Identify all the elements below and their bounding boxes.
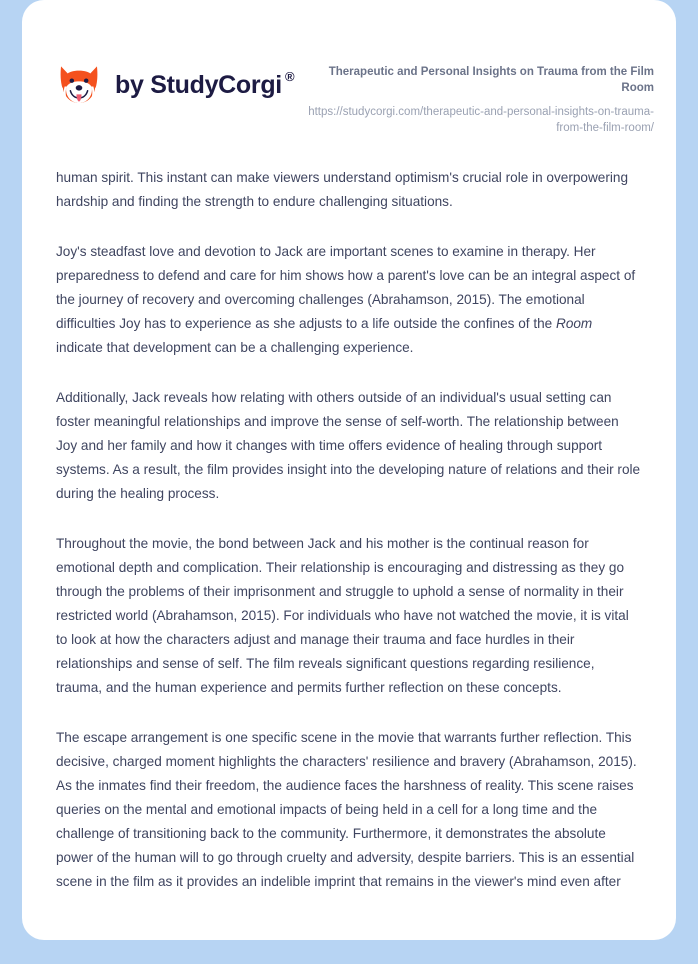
body-paragraph: Additionally, Jack reveals how relating with others outside of an individual's usual setting can foster meaningful relationships and improve the sense of self-worth. The relationship between Joy and her family and how it changes with time offers evidence of healing through support systems. As a result, the film provides insight into the developing nature of relations and their role during the healing process.	[56, 390, 641, 502]
brand-name: by StudyCorgi	[115, 70, 282, 99]
document-card	[22, 0, 676, 940]
italic-term: Room	[556, 316, 593, 332]
document-meta	[298, 48, 654, 136]
body-paragraph: Throughout the movie, the bond between Jack and his mother is the continual reason for emotional depth and complication. Their relationship is encouraging and distressing as they go through the problems of their imprisonment and struggle to uphold a sense of normality in their restricted world (Abrahamson, 2015). For individuals who have not watched the movie, it is vital to look at how the characters adjust and manage their trauma and face hurdles in their relationships and sense of self. The film reveals significant questions regarding resilience, trauma, and the human experience and permits further reflection on these concepts.	[56, 536, 629, 696]
body-paragraph: The escape arrangement is one specific scene in the movie that warrants further reflection. This decisive, charged moment highlights the characters' resilience and bravery (Abrahamson, 2015). As the inmates find their freedom, the audience faces the harshness of reality. This scene raises queries on the mental and emotional impacts of being held in a cell for a long time and the challenge of transitioning back to the community. Furthermore, it demonstrates the absolute power of the human will to go through cruelty and adversity, despite barriers. This is an essential scene in the film as it provides an indelible imprint that remains in the viewer's mind even after	[56, 730, 637, 890]
brand-logo-group[interactable]	[56, 48, 294, 108]
brand-name-wrap	[115, 68, 295, 99]
page-title: Therapeutic and Personal Insights on Trauma from the Film Room	[328, 66, 654, 95]
corgi-face-icon	[56, 62, 102, 108]
document-header	[22, 0, 676, 136]
source-url[interactable]: https://studycorgi.com/therapeutic-and-personal-insights-on-trauma-from-the-film-room/	[308, 105, 654, 134]
registered-trademark-icon: ®	[284, 68, 295, 84]
body-paragraph: human spirit. This instant can make viewers understand optimism's crucial role in overpowering hardship and finding the strength to endure challenging situations.	[56, 170, 629, 210]
document-body	[22, 136, 676, 894]
body-paragraph: Joy's steadfast love and devotion to Jack are important scenes to examine in therapy. Her preparedness to defend and care for him shows how a parent's love can be an integral aspect of the journey of recovery and overcoming challenges (Abrahamson, 2015). The emotional difficulties Joy has to experience as she adjusts to a life outside the confines of the Room indicate that development can be a challenging experience.	[56, 244, 636, 356]
